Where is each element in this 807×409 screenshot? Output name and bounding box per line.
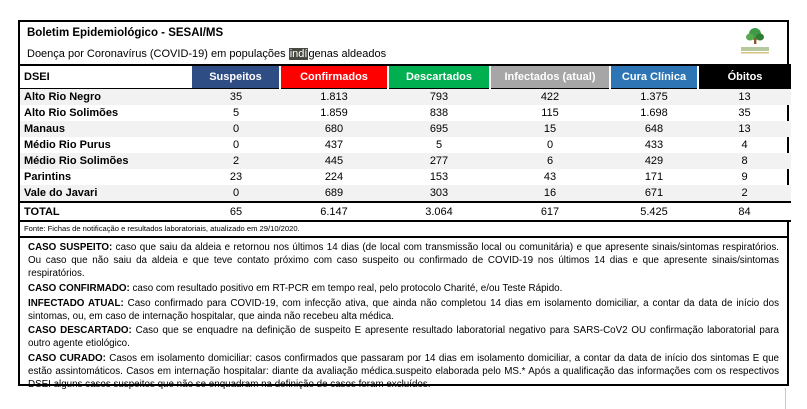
cell-dsei-name: Alto Rio Negro [24, 91, 101, 103]
cell-total-obitos: 84 [698, 202, 791, 221]
cell-infectados: 16 [543, 187, 557, 199]
bulletin-header [20, 22, 787, 64]
cell-descartados: 5 [435, 139, 443, 151]
cell-cura-clinica: 429 [644, 155, 664, 167]
cell-confirmados: 1.813 [320, 91, 348, 103]
spreadsheet-gridline [785, 388, 786, 409]
cell-confirmados: 437 [324, 139, 344, 151]
cell-obitos: 13 [738, 123, 751, 135]
cell-total-cura-clinica: 5.425 [610, 202, 698, 221]
cell-obitos: 8 [741, 155, 748, 167]
cell-dsei-name: Médio Rio Purus [24, 139, 111, 151]
column-header-descartados: Descartados [388, 65, 490, 89]
subtitle-highlight: indí [289, 48, 308, 60]
cell-total-infectados: 617 [490, 202, 610, 221]
definition-text: Casos em isolamento domiciliar: casos confirmados que passaram por 14 dias em isolamento domiciliar, a contar da data de início dos sintomas E que estão assintomáticos. Casos em internação hospitalar: diante da avaliação médica.suspeito elaborada pelo MS.* Após a qualificação das informações com os respectivos DSEI alguns casos suspeitos que não se enquadram na definição de casos foram excluídos. [28, 353, 779, 391]
cell-descartados: 793 [429, 91, 449, 103]
tree-logo-icon [735, 25, 775, 57]
cell-suspeitos: 23 [229, 171, 243, 183]
table-row [20, 105, 791, 121]
cell-confirmados: 224 [324, 171, 344, 183]
cell-obitos: 35 [738, 107, 751, 119]
column-header-confirmados: Confirmados [280, 65, 388, 89]
definition-text: caso com resultado positivo em RT-PCR em tempo real, pelo protocolo Charité, e/ou Teste Rápido. [129, 282, 563, 294]
cell-suspeitos: 2 [232, 155, 240, 167]
cell-dsei-name: Médio Rio Solimões [24, 155, 129, 167]
cell-cura-clinica: 171 [644, 171, 664, 183]
table-row [20, 153, 791, 169]
cell-confirmados: 445 [324, 155, 344, 167]
cell-descartados: 838 [429, 107, 449, 119]
definition-caso-descartado [28, 325, 779, 351]
column-header-dsei: DSEI [20, 65, 192, 89]
definition-text: Caso que se enquadre na definição de suspeito E apresente resultado laboratorial negativo para SARS-CoV2 OU confirmação laboratorial para outro agente etiológico. [28, 325, 779, 350]
cell-infectados: 43 [543, 171, 557, 183]
dsei-covid-table [20, 64, 791, 222]
cell-descartados: 695 [429, 123, 449, 135]
column-header-cura-clinica: Cura Clínica [610, 65, 698, 89]
bulletin-box [18, 20, 789, 391]
table-row [20, 137, 791, 153]
page-title: Boletim Epidemiológico - SESAI/MS [27, 27, 224, 39]
cell-cura-clinica: 1.698 [640, 107, 668, 119]
cell-suspeitos: 0 [232, 123, 240, 135]
cell-obitos: 2 [741, 187, 748, 199]
cell-suspeitos: 5 [232, 107, 240, 119]
cell-total-label: TOTAL [20, 202, 192, 221]
cell-cura-clinica: 1.375 [640, 91, 668, 103]
cell-suspeitos: 0 [232, 187, 240, 199]
cell-descartados: 303 [429, 187, 449, 199]
cell-obitos: 9 [741, 171, 748, 183]
column-header-obitos: Óbitos [698, 65, 791, 89]
cell-infectados: 0 [546, 139, 554, 151]
cell-confirmados: 680 [324, 123, 344, 135]
cell-descartados: 277 [429, 155, 449, 167]
table-row [20, 89, 791, 106]
saude-indigena-logo [733, 25, 777, 59]
cell-cura-clinica: 648 [644, 123, 664, 135]
table-header-row [20, 65, 791, 89]
subtitle-prefix: Doença por Coronavírus (COVID-19) em populações [27, 48, 289, 60]
cell-confirmados: 689 [324, 187, 344, 199]
cell-obitos: 13 [738, 91, 751, 103]
cell-cura-clinica: 433 [644, 139, 664, 151]
definition-term: CASO SUSPEITO: [28, 242, 113, 253]
cell-total-confirmados: 6.147 [280, 202, 388, 221]
definitions-section [20, 238, 787, 398]
cell-infectados: 115 [541, 107, 559, 119]
cell-descartados: 153 [429, 171, 449, 183]
source-note: Fonte: Fichas de notificação e resultados laboratoriais, atualizado em 29/10/2020. [20, 222, 787, 238]
definition-text: Caso confirmado para COVID-19, com infecção ativa, que ainda não completou 14 dias em isolamento domiciliar, a contar da data de início dos sintomas, ou, em caso de internação hospitalar, que ainda não recebeu alta médica. [28, 297, 779, 322]
cell-total-suspeitos: 65 [192, 202, 280, 221]
cell-dsei-name: Vale do Javari [24, 187, 98, 199]
cell-infectados: 15 [543, 123, 557, 135]
cell-dsei-name: Manaus [24, 123, 65, 135]
definition-term: INFECTADO ATUAL: [28, 297, 124, 309]
definition-caso-confirmado [28, 283, 779, 296]
cell-dsei-name: Parintins [24, 171, 72, 183]
cell-dsei-name: Alto Rio Solimões [24, 107, 119, 119]
cell-total-descartados: 3.064 [388, 202, 490, 221]
definition-caso-curado [28, 353, 779, 392]
column-header-infectados: Infectados (atual) [490, 65, 610, 89]
cell-confirmados: 1.859 [320, 107, 348, 119]
cell-suspeitos: 35 [229, 91, 243, 103]
cell-infectados: 422 [540, 91, 560, 103]
cell-obitos: 4 [741, 139, 748, 151]
definition-text: caso que saiu da aldeia e retornou nos últimos 14 dias (de local com transmissão local ou comunitária) e que apresente sinais/sintomas respiratórios. Ou caso que não saiu da aldeia e que teve contato próximo com caso suspeito ou confirmado de COVID-19 nos últimos 14 dias e que apresente sinais/sintomas respiratórios. [28, 242, 779, 279]
table-row [20, 121, 791, 137]
definition-term: CASO CURADO: [28, 353, 106, 365]
cell-infectados: 6 [546, 155, 554, 167]
definition-term: CASO DESCARTADO: [28, 325, 132, 337]
table-row [20, 169, 791, 185]
column-header-suspeitos: Suspeitos [192, 65, 280, 89]
definition-infectado-atual [28, 298, 779, 324]
page-subtitle [27, 47, 780, 61]
subtitle-suffix: genas aldeados [308, 48, 387, 60]
definition-caso-suspeito [28, 242, 779, 281]
definition-term: CASO CONFIRMADO: [28, 282, 130, 294]
cell-cura-clinica: 671 [644, 187, 664, 199]
table-total-row [20, 202, 791, 221]
table-row [20, 185, 791, 202]
cell-suspeitos: 0 [232, 139, 240, 151]
